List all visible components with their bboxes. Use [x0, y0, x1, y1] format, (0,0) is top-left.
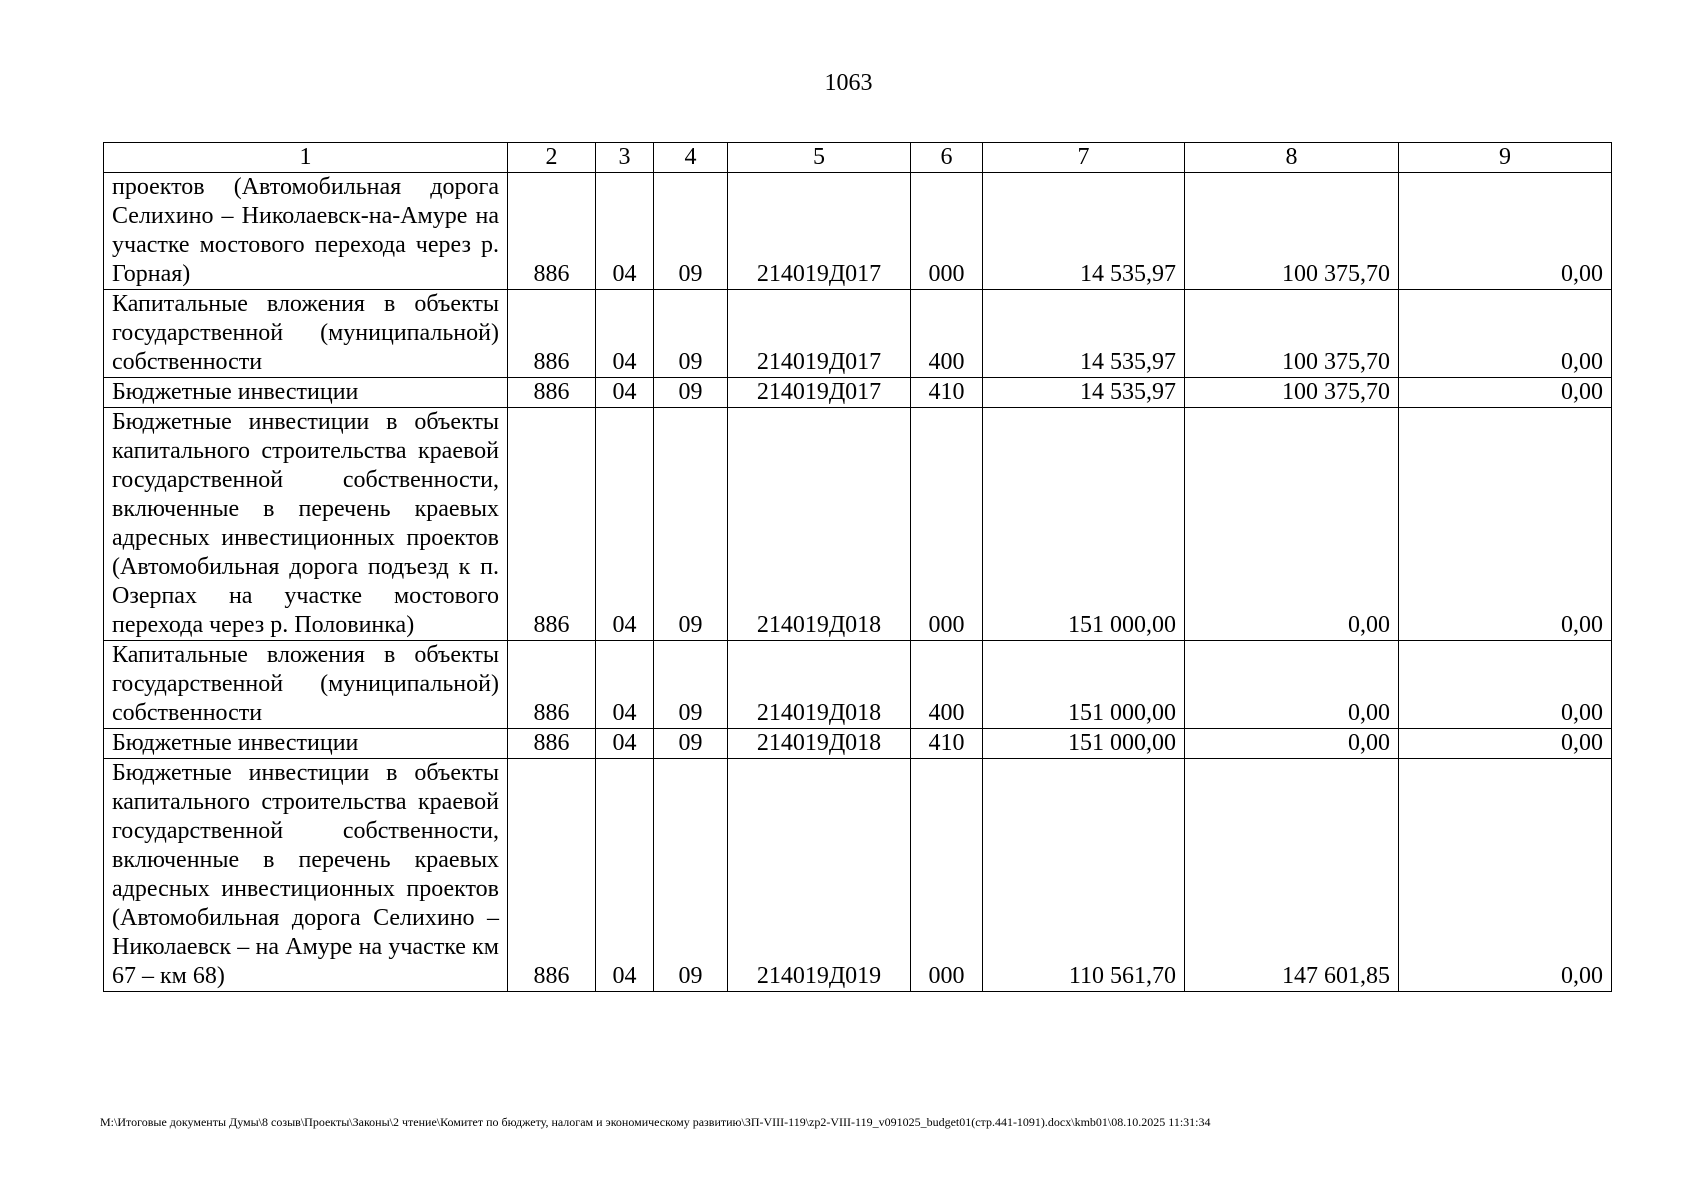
header-cell-9: 9 — [1399, 143, 1612, 173]
expense-type: 400 — [911, 290, 983, 378]
section-code: 04 — [596, 408, 654, 641]
amount-col-7: 151 000,00 — [983, 408, 1185, 641]
page-number: 1063 — [824, 70, 873, 96]
table-row — [104, 729, 1612, 759]
admin-code: 886 — [508, 408, 596, 641]
target-article: 214019Д018 — [728, 729, 911, 759]
header-cell-1: 1 — [104, 143, 508, 173]
expense-type: 000 — [911, 173, 983, 290]
expense-type: 400 — [911, 641, 983, 729]
header-cell-5: 5 — [728, 143, 911, 173]
header-cell-2: 2 — [508, 143, 596, 173]
subsection-code: 09 — [654, 378, 728, 408]
amount-col-7: 110 561,70 — [983, 759, 1185, 992]
row-name: Бюджетные инвестиции в объекты капитального строительства краевой государственной собственности, включенные в перечень краевых адресных инвестиционных проектов (Автомобильная дорога подъезд к п. Озерпах на участке мостового перехода через р. Половинка) — [104, 408, 508, 641]
section-code: 04 — [596, 641, 654, 729]
expense-type: 000 — [911, 408, 983, 641]
row-name: проектов (Автомобильная дорога Селихино – Николаевск-на-Амуре на участке мостового перехода через р. Горная) — [104, 173, 508, 290]
admin-code: 886 — [508, 729, 596, 759]
header-row — [104, 143, 1612, 173]
amount-col-9: 0,00 — [1399, 408, 1612, 641]
target-article: 214019Д019 — [728, 759, 911, 992]
subsection-code: 09 — [654, 759, 728, 992]
amount-col-7: 14 535,97 — [983, 173, 1185, 290]
header-cell-4: 4 — [654, 143, 728, 173]
target-article: 214019Д017 — [728, 290, 911, 378]
header-cell-6: 6 — [911, 143, 983, 173]
subsection-code: 09 — [654, 290, 728, 378]
amount-col-8: 0,00 — [1185, 408, 1399, 641]
row-name: Капитальные вложения в объекты государственной (муниципальной) собственности — [104, 641, 508, 729]
amount-col-8: 0,00 — [1185, 729, 1399, 759]
amount-col-8: 100 375,70 — [1185, 290, 1399, 378]
amount-col-9: 0,00 — [1399, 641, 1612, 729]
file-path-footer: M:\Итоговые документы Думы\8 созыв\Проекты\Законы\2 чтение\Комитет по бюджету, налогам и экономическому развитию\ЗП-VIII-119\zp2-VIII-119_v091025_budget01(стр.441-1091).docx\kmb01\08.10.2025 11:31:34 — [100, 1115, 1211, 1129]
section-code: 04 — [596, 290, 654, 378]
amount-col-8: 100 375,70 — [1185, 378, 1399, 408]
subsection-code: 09 — [654, 173, 728, 290]
table-row — [104, 290, 1612, 378]
subsection-code: 09 — [654, 408, 728, 641]
table-row — [104, 378, 1612, 408]
amount-col-9: 0,00 — [1399, 290, 1612, 378]
table-row — [104, 408, 1612, 641]
amount-col-8: 100 375,70 — [1185, 173, 1399, 290]
admin-code: 886 — [508, 378, 596, 408]
target-article: 214019Д017 — [728, 173, 911, 290]
header-cell-8: 8 — [1185, 143, 1399, 173]
section-code: 04 — [596, 759, 654, 992]
header-cell-3: 3 — [596, 143, 654, 173]
amount-col-8: 0,00 — [1185, 641, 1399, 729]
amount-col-7: 14 535,97 — [983, 378, 1185, 408]
target-article: 214019Д017 — [728, 378, 911, 408]
expense-type: 000 — [911, 759, 983, 992]
subsection-code: 09 — [654, 641, 728, 729]
admin-code: 886 — [508, 641, 596, 729]
admin-code: 886 — [508, 290, 596, 378]
section-code: 04 — [596, 173, 654, 290]
table-row — [104, 641, 1612, 729]
table-row — [104, 173, 1612, 290]
row-name: Бюджетные инвестиции — [104, 729, 508, 759]
amount-col-9: 0,00 — [1399, 729, 1612, 759]
amount-col-9: 0,00 — [1399, 378, 1612, 408]
target-article: 214019Д018 — [728, 641, 911, 729]
header-cell-7: 7 — [983, 143, 1185, 173]
amount-col-8: 147 601,85 — [1185, 759, 1399, 992]
amount-col-7: 151 000,00 — [983, 641, 1185, 729]
row-name: Бюджетные инвестиции в объекты капитального строительства краевой государственной собственности, включенные в перечень краевых адресных инвестиционных проектов (Автомобильная дорога Селихино – Николаевск – на Амуре на участке км 67 – км 68) — [104, 759, 508, 992]
amount-col-7: 14 535,97 — [983, 290, 1185, 378]
subsection-code: 09 — [654, 729, 728, 759]
row-name: Капитальные вложения в объекты государственной (муниципальной) собственности — [104, 290, 508, 378]
budget-table — [103, 142, 1612, 992]
table-row — [104, 759, 1612, 992]
row-name: Бюджетные инвестиции — [104, 378, 508, 408]
section-code: 04 — [596, 378, 654, 408]
admin-code: 886 — [508, 759, 596, 992]
admin-code: 886 — [508, 173, 596, 290]
expense-type: 410 — [911, 378, 983, 408]
amount-col-7: 151 000,00 — [983, 729, 1185, 759]
section-code: 04 — [596, 729, 654, 759]
amount-col-9: 0,00 — [1399, 173, 1612, 290]
expense-type: 410 — [911, 729, 983, 759]
amount-col-9: 0,00 — [1399, 759, 1612, 992]
target-article: 214019Д018 — [728, 408, 911, 641]
